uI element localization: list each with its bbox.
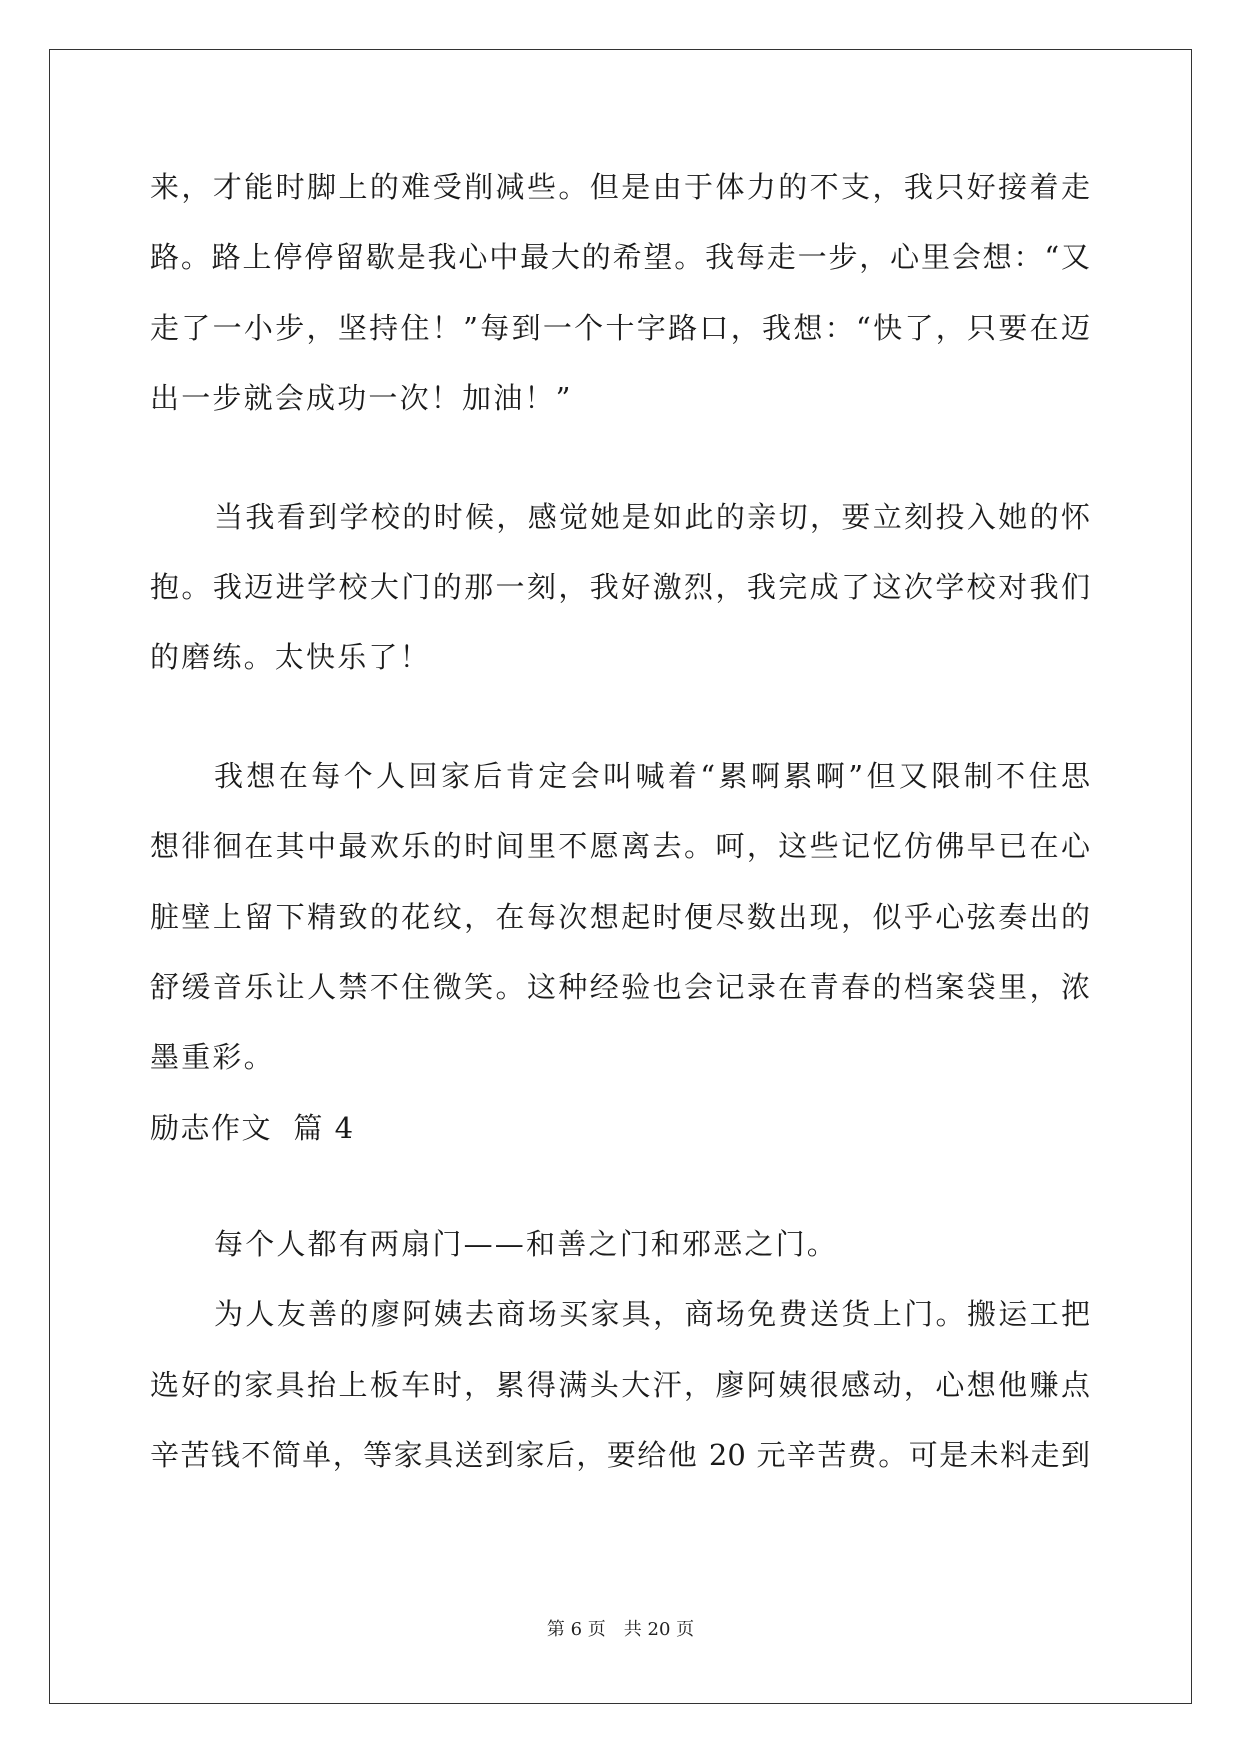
- paragraph-first-line: 每个人都有两扇门——和善之门和邪恶之门。: [214, 1227, 839, 1261]
- paragraph-first-line: 当我看到学校的时候，感觉她是如此的亲切，要立刻投入她的怀: [214, 500, 1090, 534]
- page-total: 共 20 页: [623, 1619, 695, 1640]
- text-line: 路。路上停停留歇是我心中最大的希望。我每走一步，心里会想：“又: [150, 240, 1090, 274]
- text-line: 脏壁上留下精致的花纹，在每次想起时便尽数出现，似乎心弦奏出的: [150, 900, 1090, 934]
- text-line: 舒缓音乐让人禁不住微笑。这种经验也会记录在青春的档案袋里，浓: [150, 970, 1090, 1004]
- text-line: 来，才能时脚上的难受削减些。但是由于体力的不支，我只好接着走: [150, 170, 1090, 204]
- section-heading: 励志作文 篇 4: [150, 1111, 355, 1145]
- text-line: 选好的家具抬上板车时，累得满头大汗，廖阿姨很感动，心想他赚点: [150, 1368, 1090, 1402]
- page-footer: [0, 1618, 1241, 1642]
- text-line: 的磨练。太快乐了！: [150, 640, 431, 674]
- text-line: 抱。我迈进学校大门的那一刻，我好激烈，我完成了这次学校对我们: [150, 570, 1090, 604]
- paragraph-first-line: 为人友善的廖阿姨去商场买家具，商场免费送货上门。搬运工把: [214, 1297, 1090, 1331]
- text-line: 辛苦钱不简单，等家具送到家后，要给他 20 元辛苦费。可是未料走到: [150, 1438, 1090, 1472]
- text-line: 走了一小步，坚持住！”每到一个十字路口，我想：“快了，只要在迈: [150, 311, 1090, 345]
- paragraph-first-line: 我想在每个人回家后肯定会叫喊着“累啊累啊”但又限制不住思: [214, 759, 1090, 793]
- page-number: 第 6 页: [546, 1619, 606, 1640]
- text-line: 出一步就会成功一次！加油！”: [150, 381, 573, 415]
- text-line: 墨重彩。: [150, 1040, 275, 1074]
- text-line: 想徘徊在其中最欢乐的时间里不愿离去。呵，这些记忆仿佛早已在心: [150, 829, 1090, 863]
